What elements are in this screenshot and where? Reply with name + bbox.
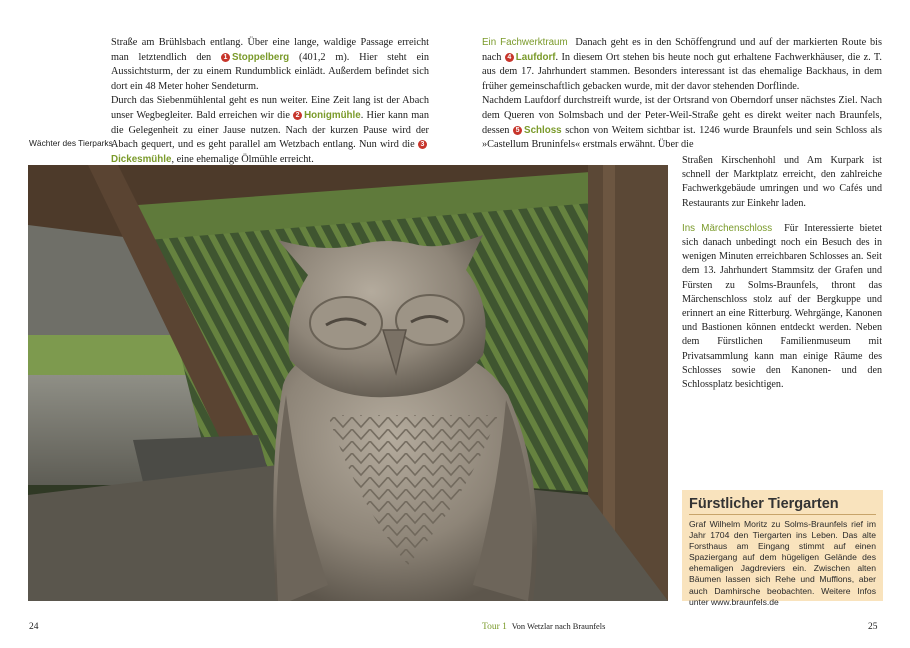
- left-paragraph-1: Straße am Brühlsbach entlang. Über eine lange, waldige Passage erreicht man letztendlich den 1 Stoppelberg (401,2 m). Hier steht ein Aussichtsturm, der zu einem Rundumblick einlädt. Außerdem befindet sich dort ein 48 Meter hoher Sendeturm.: [111, 37, 430, 92]
- info-box-tiergarten: [682, 490, 883, 607]
- info-box-text: Graf Wilhelm Moritz zu Solms-Braunfels rief im Jahr 1704 den Tiergarten ins Leben. Das alte Forsthaus am Eingang stimmt auf einen Spaziergang auf dem hügeligen Gelände des ehemaligen Jagdreviers ein. Zwischen alten Bäumen lassen sich Rehe und Mufflons, aber auch Damhirsche beobachten. Weitere Infos unter www.braunfels.de: [689, 519, 876, 607]
- stop-marker-5: 5: [513, 126, 522, 135]
- stop-marker-1: 1: [221, 53, 230, 62]
- right-text-column: [482, 36, 882, 153]
- section-heading-fachwerktraum: Ein Fachwerktraum: [482, 37, 568, 48]
- page-number-right: 25: [868, 622, 878, 632]
- right-narrow-column: [682, 154, 882, 392]
- owl-sculpture-photo: [28, 165, 668, 601]
- tour-title: Von Wetzlar nach Braunfels: [511, 622, 606, 631]
- info-box-title: Fürstlicher Tiergarten: [689, 496, 839, 512]
- tour-label: Tour 1: [482, 622, 507, 632]
- stop-name-schloss: Schloss: [524, 124, 562, 136]
- stop-name-stoppelberg: Stoppelberg: [232, 51, 290, 63]
- stop-marker-3: 3: [418, 140, 427, 149]
- stop-marker-2: 2: [293, 111, 302, 120]
- narrow-paragraph-1: Straßen Kirschenhohl und Am Kurpark ist schnell der Marktplatz erreicht, den zahlreiche Fachwerkgebäude umringen und wo Cafés und Restaurants zur Einkehr laden.: [682, 155, 882, 209]
- left-text-column: [111, 36, 429, 167]
- narrow-paragraph-2: Ins Märchenschloss Für Interessierte bietet sich danach unbedingt noch ein Besuch des in wenigen Minuten erreichbaren Schlosses an. Seit dem 13. Jahrhundert Stammsitz der Grafen und Fürsten zu Solms-Braunfels, thront das Märchenschloss stolz auf der Bergkuppe und erinnert an eine Ritterburg. Wehrgänge, Kanonen und Bastionen können entdeckt werden. Neben dem Fürstlichen Familienmuseum mit Privatsammlung kann man einige Räume des Schlosses sowie den Kanonen- und den Schlossplatz besichtigen.: [682, 222, 883, 391]
- page-number-left: 24: [29, 622, 39, 632]
- left-paragraph-2: Durch das Siebenmühlental geht es nun weiter. Eine Zeit lang ist der Abach unser Wegbegleiter. Bald erreichen wir die 2 Honigmühle. Hier kann man die Gelegenheit zu einer Jause nutzen. Nach der kurzen Pause wird der Abach gequert, und es geht parallel am Wetzbach entlang. Nun wird die 3Dickesmühle, eine ehemalige Ölmühle erreicht.: [111, 95, 429, 165]
- stop-name-laufdorf: Laufdorf: [515, 51, 556, 63]
- running-footer: [482, 622, 605, 632]
- stop-name-honigmuehle: Honigmühle: [304, 109, 361, 121]
- photo-caption: Wächter des Tierparks: [29, 138, 113, 148]
- stop-name-dickesmuehle: Dickesmühle: [111, 153, 172, 165]
- right-paragraph-2: Nachdem Laufdorf durchstreift wurde, ist der Ortsrand von Oberndorf unser nächstes Ziel. Nach dem Queren von Solmsbach und der Peter-Weil-Straße geht es direkt weiter nach Braunfels, dessen 5 Schloss schon von Weitem sichtbar ist. 1246 wurde Braunfels und sein Schloss als »Castellum Bruninfels« erstmals erwähnt. Über die: [482, 95, 882, 151]
- info-box-divider: [689, 514, 876, 515]
- right-paragraph-1: Ein Fachwerktraum Danach geht es in den Schöffengrund und auf der markierten Route bis nach 4 Laufdorf. In diesem Ort stehen bis heute noch gut erhaltene Fachwerkhäuser, die z. T. aus dem 17. Jahrhundert stammen. Besonders interessant ist das ehemalige Backhaus, in dem früher gemeinschaftlich gebacken wurde, mit der davor stehenden Dorflinde.: [482, 37, 882, 92]
- stop-marker-4: 4: [505, 53, 514, 62]
- section-heading-maerchenschloss: Ins Märchenschloss: [682, 222, 773, 234]
